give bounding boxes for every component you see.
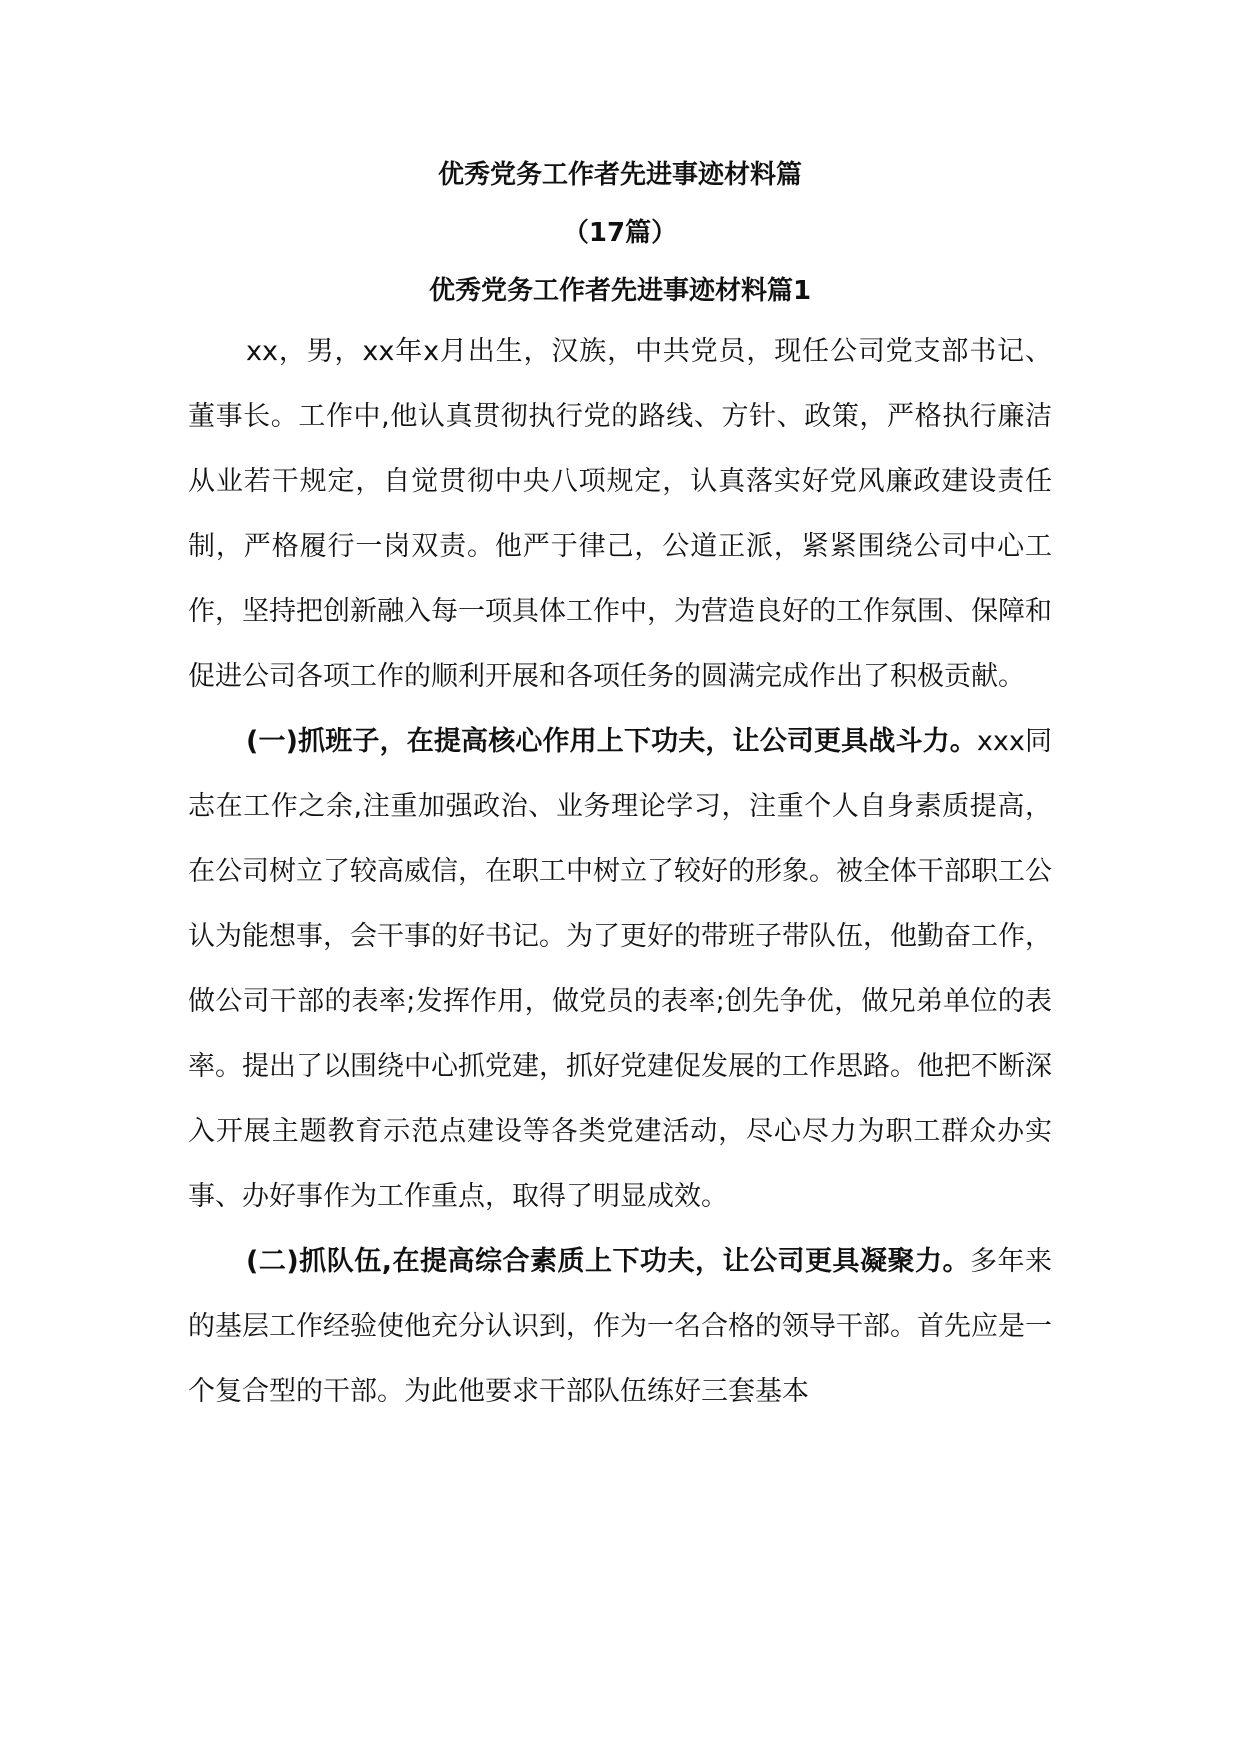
- section-heading: 优秀党务工作者先进事迹材料篇1: [428, 276, 812, 306]
- paragraph-text: 多年来的基层工作经验使他充分认识到，作为一名合格的领导干部。首先应是一个复合型的干部。为此他要求干部队伍练好三套基本: [188, 1246, 1053, 1407]
- paragraph-intro: [188, 319, 1052, 709]
- paragraph-text: xxx同志在工作之余,注重加强政治、业务理论学习，注重个人自身素质提高，在公司树立了较高威信，在职工中树立了较好的形象。被全体干部职工公认为能想事，会干事的好书记。为了更好的带班子带队伍，他勤奋工作，做公司干部的表率;发挥作用，做党员的表率;创先争优，做兄弟单位的表率。提出了以围绕中心抓党建，抓好党建促发展的工作思路。他把不断深入开展主题教育示范点建设等各类党建活动，尽心尽力为职工群众办实事、办好事作为工作重点，取得了明显成效。: [188, 726, 1052, 1212]
- document-title: 优秀党务工作者先进事迹材料篇: [437, 160, 802, 190]
- paragraph-section-two: [188, 1229, 1052, 1424]
- paragraph-section-one: [188, 709, 1052, 1229]
- paragraph-lead: (二)抓队伍,在提高综合素质上下功夫，让公司更具凝聚力。: [246, 1246, 970, 1277]
- paragraph-lead: (一)抓班子，在提高核心作用上下功夫，让公司更具战斗力。: [246, 726, 977, 757]
- body-text: [188, 319, 1052, 1424]
- paragraph-text: xx，男，xx年x月出生，汉族，中共党员，现任公司党支部书记、董事长。工作中,他认真贯彻执行党的路线、方针、政策，严格执行廉洁从业若干规定，自觉贯彻中央八项规定，认真落实好党风廉政建设责任制，严格履行一岗双责。他严于律己，公道正派，紧紧围绕公司中心工作，坚持把创新融入每一项具体工作中，为营造良好的工作氛围、保障和促进公司各项工作的顺利开展和各项任务的圆满完成作出了积极贡献。: [188, 336, 1052, 692]
- document-subtitle: （17篇）: [562, 218, 678, 248]
